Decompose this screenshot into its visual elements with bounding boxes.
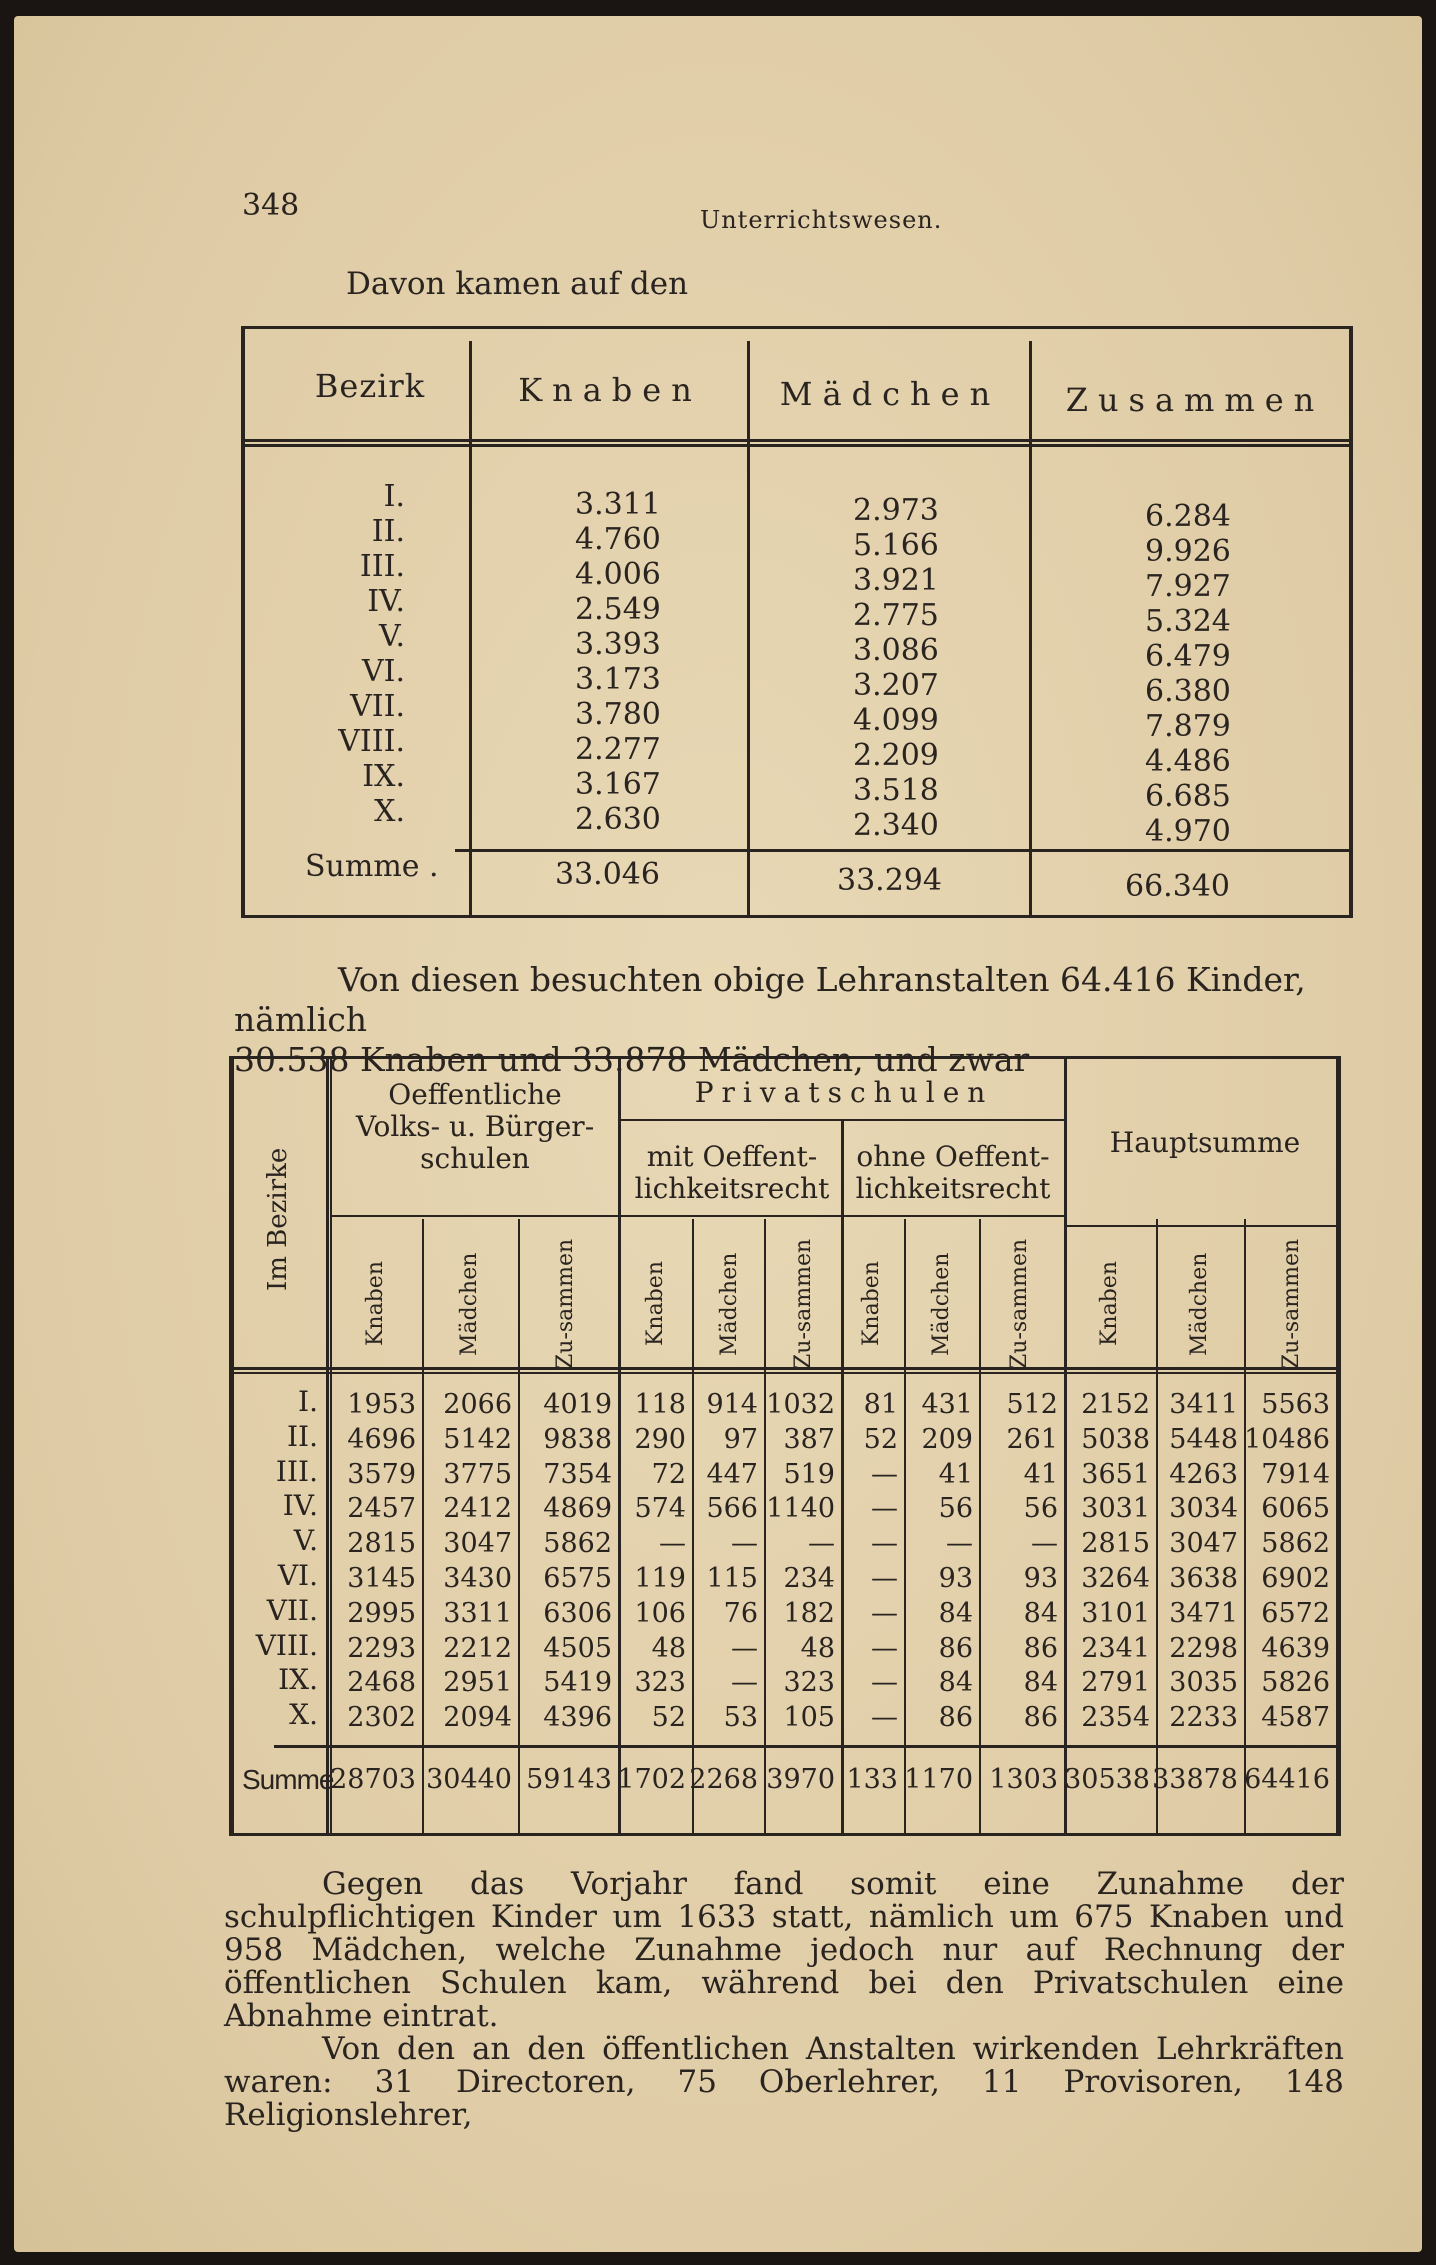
table-cell: 2094 bbox=[443, 1702, 512, 1734]
sum-knaben: 33.046 bbox=[555, 857, 660, 892]
list-item: II. bbox=[371, 514, 405, 549]
subhead-haupt-zusammen: Zu-sammen bbox=[1279, 1238, 1304, 1370]
paragraph-line: 30.538 Knaben und 33.878 Mädchen, und zwar bbox=[234, 1040, 1030, 1079]
table-cell: 84 bbox=[1023, 1597, 1058, 1629]
table-cell: 182 bbox=[783, 1597, 835, 1629]
table-cell: — bbox=[871, 1458, 898, 1490]
table-cell: 97 bbox=[723, 1423, 758, 1455]
header-privatschulen: Privatschulen bbox=[694, 1076, 994, 1109]
table-cell: 6902 bbox=[1261, 1563, 1330, 1594]
subhead-oeff-knaben: Knaben bbox=[363, 1261, 388, 1347]
paragraph: Gegen das Vorjahr fand somit eine Zunahme der schulpflichtigen Kinder um 1633 statt, nämlich um 675 Knaben und 958 Mädchen, welche Zunahme jedoch nur auf Rechnung der öffentlichen Schulen kam, während bei den Privatschulen eine Abnahme eintrat. bbox=[224, 1866, 1344, 2034]
list-item: 9.926 bbox=[1145, 534, 1231, 569]
list-item: IV. bbox=[367, 584, 405, 619]
table-cell: 84 bbox=[1023, 1667, 1058, 1699]
subhead-mit-maedchen: Mädchen bbox=[717, 1252, 742, 1356]
list-item: VI. bbox=[361, 654, 405, 689]
table-cell: — bbox=[871, 1667, 898, 1699]
header-maedchen: Mädchen bbox=[779, 375, 1001, 413]
table-cell: 3145 bbox=[347, 1563, 416, 1594]
table-cell: 105 bbox=[783, 1702, 835, 1734]
subhead-oeff-zusammen: Zu-sammen bbox=[553, 1238, 578, 1370]
table-cell: 9838 bbox=[543, 1423, 612, 1455]
table-cell: 86 bbox=[1023, 1702, 1058, 1734]
list-item: 2.973 bbox=[853, 493, 939, 528]
table-cell: 2152 bbox=[1081, 1389, 1150, 1420]
page-number: 348 bbox=[242, 188, 300, 223]
list-item: 4.970 bbox=[1145, 814, 1231, 849]
sum-cell: 28703 bbox=[330, 1764, 416, 1795]
book-page bbox=[14, 16, 1422, 2252]
row-label: X. bbox=[289, 1698, 318, 1732]
table-cell: 3101 bbox=[1081, 1597, 1150, 1629]
col-maedchen bbox=[853, 493, 939, 843]
table-cell: 4505 bbox=[543, 1632, 612, 1664]
list-item: 2.340 bbox=[853, 808, 939, 843]
table-cell: 3579 bbox=[347, 1458, 416, 1490]
running-head: Unterrichtswesen. bbox=[700, 206, 943, 234]
list-item: 4.760 bbox=[575, 522, 661, 557]
table-cell: 3311 bbox=[443, 1597, 512, 1629]
table-cell: 4587 bbox=[1261, 1702, 1330, 1734]
table-cell: 56 bbox=[1023, 1493, 1058, 1525]
table-cell: 118 bbox=[634, 1389, 686, 1420]
intro-text: Davon kamen auf den bbox=[346, 266, 689, 302]
table-cell: 234 bbox=[783, 1563, 835, 1594]
sum-maedchen: 33.294 bbox=[837, 863, 942, 898]
list-item: III. bbox=[359, 549, 405, 584]
table-cell: 4396 bbox=[543, 1702, 612, 1734]
list-item: 6.380 bbox=[1145, 674, 1231, 709]
list-item: 3.780 bbox=[575, 697, 661, 732]
table-cell: — bbox=[946, 1528, 973, 1560]
table-cell: 3031 bbox=[1081, 1493, 1150, 1525]
row-label: VII. bbox=[266, 1593, 318, 1627]
list-item: 7.927 bbox=[1145, 569, 1231, 604]
list-item: 5.166 bbox=[853, 528, 939, 563]
header-oeffentliche: Oeffentliche Volks- u. Bürger-schulen bbox=[355, 1078, 595, 1175]
sum-cell: 33878 bbox=[1152, 1764, 1238, 1795]
subhead-ohne-knaben: Knaben bbox=[859, 1261, 884, 1347]
table-cell: 3411 bbox=[1169, 1389, 1238, 1420]
row-label: IV. bbox=[282, 1489, 318, 1523]
subhead-ohne-maedchen: Mädchen bbox=[929, 1252, 954, 1356]
list-item: 3.207 bbox=[853, 668, 939, 703]
sum-cell: 30440 bbox=[426, 1764, 512, 1795]
sum-cell: 133 bbox=[846, 1764, 898, 1795]
sum-cell: 1702 bbox=[617, 1764, 686, 1795]
table-cell: 4639 bbox=[1261, 1632, 1330, 1664]
list-item: 2.277 bbox=[575, 732, 661, 767]
table-cell: — bbox=[1031, 1528, 1058, 1560]
table-cell: 41 bbox=[938, 1458, 973, 1490]
header-zusammen: Zusammen bbox=[1065, 381, 1325, 419]
table-cell: 2412 bbox=[443, 1493, 512, 1525]
table-cell: 106 bbox=[634, 1597, 686, 1629]
table-cell: 2233 bbox=[1169, 1702, 1238, 1734]
list-item: 3.086 bbox=[853, 633, 939, 668]
table-cell: 10486 bbox=[1244, 1423, 1330, 1455]
sum-label: Summe bbox=[242, 1764, 334, 1795]
list-item: X. bbox=[374, 794, 405, 829]
col-bezirk bbox=[285, 479, 405, 829]
sum-cell: 1303 bbox=[989, 1764, 1058, 1795]
table-cell: 2815 bbox=[347, 1528, 416, 1560]
table-cell: 3638 bbox=[1169, 1563, 1238, 1594]
sum-cell: 2268 bbox=[689, 1764, 758, 1795]
list-item: 5.324 bbox=[1145, 604, 1231, 639]
row-label: III. bbox=[275, 1454, 318, 1488]
row-label: IX. bbox=[278, 1663, 318, 1697]
table-cell: 81 bbox=[863, 1389, 898, 1420]
table-cell: 447 bbox=[706, 1458, 758, 1490]
table-cell: — bbox=[871, 1632, 898, 1664]
table-cell: 86 bbox=[1023, 1632, 1058, 1664]
table-cell: 93 bbox=[938, 1563, 973, 1594]
table-cell: 2066 bbox=[443, 1389, 512, 1420]
table-cell: 323 bbox=[634, 1667, 686, 1699]
table-cell: 86 bbox=[938, 1702, 973, 1734]
sum-cell: 3970 bbox=[766, 1764, 835, 1795]
list-item: 2.209 bbox=[853, 738, 939, 773]
table-cell: 2302 bbox=[347, 1702, 416, 1734]
table-cell: — bbox=[871, 1528, 898, 1560]
table-cell: — bbox=[659, 1528, 686, 1560]
list-item: 6.284 bbox=[1145, 499, 1231, 534]
list-item: 3.311 bbox=[575, 487, 661, 522]
table-cell: 6306 bbox=[543, 1597, 612, 1629]
table-cell: 387 bbox=[783, 1423, 835, 1455]
table-cell: 3047 bbox=[443, 1528, 512, 1560]
list-item: 3.921 bbox=[853, 563, 939, 598]
table-cell: 6065 bbox=[1261, 1493, 1330, 1525]
table-cell: 56 bbox=[938, 1493, 973, 1525]
col-knaben bbox=[575, 487, 661, 837]
subhead-haupt-maedchen: Mädchen bbox=[1187, 1252, 1212, 1356]
table-cell: 512 bbox=[1006, 1389, 1058, 1420]
list-item: VIII. bbox=[338, 724, 405, 759]
sum-zusammen: 66.340 bbox=[1125, 869, 1230, 904]
table-cell: 2457 bbox=[347, 1493, 416, 1525]
table-cell: 5826 bbox=[1261, 1667, 1330, 1699]
paragraph-line: Von diesen besuchten obige Lehranstalten 64.416 Kinder, nämlich bbox=[234, 960, 1306, 1039]
list-item: I. bbox=[383, 479, 405, 514]
table-cell: 2468 bbox=[347, 1667, 416, 1699]
table-cell: 3775 bbox=[443, 1458, 512, 1490]
table-cell: 261 bbox=[1006, 1423, 1058, 1455]
closing-text bbox=[224, 1868, 1344, 2132]
table-cell: 48 bbox=[651, 1632, 686, 1664]
sum-cell: 59143 bbox=[526, 1764, 612, 1795]
table-cell: 1032 bbox=[766, 1389, 835, 1420]
subhead-haupt-knaben: Knaben bbox=[1097, 1261, 1122, 1347]
col-zusammen bbox=[1145, 499, 1231, 849]
table-cell: 72 bbox=[651, 1458, 686, 1490]
sum-cell: 1170 bbox=[904, 1764, 973, 1795]
paragraph: Von den an den öffentlichen Anstalten wirkenden Lehrkräften waren: 31 Directoren, 75 Oberlehrer, 11 Provisoren, 148 Religionslehrer, bbox=[224, 2031, 1344, 2133]
table-cell: — bbox=[731, 1667, 758, 1699]
header-hauptsumme: Hauptsumme bbox=[1109, 1126, 1301, 1159]
sum-label: Summe . bbox=[305, 849, 439, 884]
table-cell: — bbox=[871, 1563, 898, 1594]
list-item: 4.099 bbox=[853, 703, 939, 738]
list-item: 6.479 bbox=[1145, 639, 1231, 674]
district-totals-table bbox=[241, 326, 1353, 918]
table-cell: 5862 bbox=[543, 1528, 612, 1560]
list-item: VII. bbox=[350, 689, 405, 724]
table-cell: 2995 bbox=[347, 1597, 416, 1629]
list-item: 7.879 bbox=[1145, 709, 1231, 744]
table-cell: 93 bbox=[1023, 1563, 1058, 1594]
table-cell: — bbox=[871, 1597, 898, 1629]
row-label: II. bbox=[286, 1419, 318, 1453]
table-cell: 41 bbox=[1023, 1458, 1058, 1490]
school-attendance-table bbox=[229, 1056, 1341, 1836]
table-cell: 290 bbox=[634, 1423, 686, 1455]
table-cell: 2298 bbox=[1169, 1632, 1238, 1664]
list-item: V. bbox=[379, 619, 405, 654]
table-cell: 7914 bbox=[1261, 1458, 1330, 1490]
table-cell: 3264 bbox=[1081, 1563, 1150, 1594]
table-cell: 53 bbox=[723, 1702, 758, 1734]
row-label: VI. bbox=[277, 1559, 318, 1592]
table-cell: 52 bbox=[863, 1423, 898, 1455]
table-cell: 209 bbox=[921, 1423, 973, 1455]
table-cell: 119 bbox=[634, 1563, 686, 1594]
subhead-mit-zusammen: Zu-sammen bbox=[791, 1238, 816, 1370]
table-cell: 2951 bbox=[443, 1667, 512, 1699]
table-cell: — bbox=[808, 1528, 835, 1560]
table-cell: 6572 bbox=[1261, 1597, 1330, 1629]
table-cell: 914 bbox=[706, 1389, 758, 1420]
header-bezirk: Bezirk bbox=[314, 367, 426, 405]
table-cell: 574 bbox=[634, 1493, 686, 1525]
list-item: 3.173 bbox=[575, 662, 661, 697]
table-cell: 5038 bbox=[1081, 1423, 1150, 1455]
table-cell: 5448 bbox=[1169, 1423, 1238, 1455]
table-cell: 2791 bbox=[1081, 1667, 1150, 1699]
table-cell: 431 bbox=[921, 1389, 973, 1420]
table-cell: 3471 bbox=[1169, 1597, 1238, 1629]
subhead-oeff-maedchen: Mädchen bbox=[457, 1252, 482, 1356]
table-cell: 323 bbox=[783, 1667, 835, 1699]
list-item: 4.006 bbox=[575, 557, 661, 592]
list-item: IX. bbox=[362, 759, 405, 794]
list-item: 3.393 bbox=[575, 627, 661, 662]
table-cell: 4869 bbox=[543, 1493, 612, 1525]
list-item: 2.630 bbox=[575, 802, 661, 837]
table-cell: 1140 bbox=[766, 1493, 835, 1525]
table-cell: 48 bbox=[800, 1632, 835, 1664]
table-cell: 3035 bbox=[1169, 1667, 1238, 1699]
table-cell: 6575 bbox=[543, 1563, 612, 1594]
table-cell: 2212 bbox=[443, 1632, 512, 1664]
header-mit-oeffentlichkeitsrecht: mit Oeffent-lichkeitsrecht bbox=[634, 1140, 830, 1205]
row-label: V. bbox=[293, 1524, 318, 1558]
table-cell: — bbox=[871, 1702, 898, 1734]
table-cell: 3047 bbox=[1169, 1528, 1238, 1560]
sum-cell: 64416 bbox=[1244, 1764, 1330, 1795]
list-item: 2.549 bbox=[575, 592, 661, 627]
table-cell: 52 bbox=[651, 1702, 686, 1734]
table-cell: 519 bbox=[783, 1458, 835, 1490]
table-cell: 2815 bbox=[1081, 1528, 1150, 1560]
table-cell: 4019 bbox=[543, 1389, 612, 1420]
table-cell: 84 bbox=[938, 1597, 973, 1629]
table-cell: — bbox=[871, 1493, 898, 1525]
table-cell: 5419 bbox=[543, 1667, 612, 1699]
header-knaben: Knaben bbox=[518, 371, 702, 409]
table-cell: — bbox=[731, 1632, 758, 1664]
table-cell: 5142 bbox=[443, 1423, 512, 1455]
list-item: 4.486 bbox=[1145, 744, 1231, 779]
stub-header: Im Bezirke bbox=[263, 1147, 293, 1291]
table-cell: 5563 bbox=[1261, 1389, 1330, 1420]
list-item: 3.167 bbox=[575, 767, 661, 802]
list-item: 3.518 bbox=[853, 773, 939, 808]
table-cell: 2341 bbox=[1081, 1632, 1150, 1664]
table-cell: 3651 bbox=[1081, 1458, 1150, 1490]
table-cell: 2293 bbox=[347, 1632, 416, 1664]
table-cell: 566 bbox=[706, 1493, 758, 1525]
table-cell: 115 bbox=[706, 1563, 758, 1594]
subhead-ohne-zusammen: Zu-sammen bbox=[1007, 1238, 1032, 1370]
table-cell: 3430 bbox=[443, 1563, 512, 1594]
table-cell: 86 bbox=[938, 1632, 973, 1664]
table-cell: 1953 bbox=[347, 1389, 416, 1420]
header-ohne-oeffentlichkeitsrecht: ohne Oeffent-lichkeitsrecht bbox=[855, 1140, 1051, 1205]
list-item: 2.775 bbox=[853, 598, 939, 633]
table-cell: 76 bbox=[723, 1597, 758, 1629]
sum-cell: 30538 bbox=[1064, 1764, 1150, 1795]
list-item: 6.685 bbox=[1145, 779, 1231, 814]
table-cell: 84 bbox=[938, 1667, 973, 1699]
table-cell: 4696 bbox=[347, 1423, 416, 1455]
table-cell: 2354 bbox=[1081, 1702, 1150, 1734]
row-label: I. bbox=[298, 1385, 318, 1418]
subhead-mit-knaben: Knaben bbox=[643, 1261, 668, 1347]
table-cell: 5862 bbox=[1261, 1528, 1330, 1560]
table-cell: 3034 bbox=[1169, 1493, 1238, 1525]
table-cell: 4263 bbox=[1169, 1458, 1238, 1490]
table-cell: — bbox=[731, 1528, 758, 1560]
table-cell: 7354 bbox=[543, 1458, 612, 1490]
row-label: VIII. bbox=[255, 1628, 318, 1662]
